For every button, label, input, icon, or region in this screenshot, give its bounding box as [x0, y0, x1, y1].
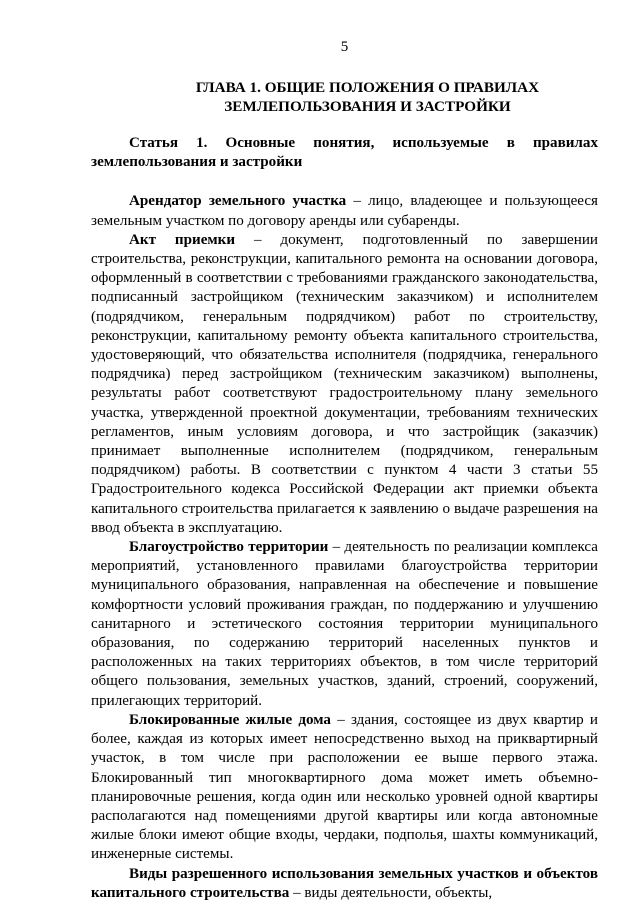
chapter-title-line-2: ЗЕМЛЕПОЛЬЗОВАНИЯ И ЗАСТРОЙКИ — [224, 98, 511, 115]
definition-tenant — [91, 192, 598, 230]
definition-text: – здания, состоящее из двух квартир и более, каждая из которых имеет непосредственно выход на приквартирный участок, в том числе при расположении ее выше первого этажа. Блокированный тип многоквартирного дома может иметь объемно-планировочные решения, когда один или несколько уровней одной квартиры располагаются над помещениями другой квартиры или когда автономные жилые блоки имеют общие входы, чердаки, подполья, шахты коммуникаций, инженерные системы. — [91, 711, 598, 863]
definition-text: – лицо, владеющее и пользующееся земельным участком по договору аренды или субаренды. — [91, 193, 598, 229]
chapter-title — [91, 78, 598, 116]
page-number: 5 — [340, 39, 349, 55]
definition-term: Блокированные жилые дома — [129, 711, 331, 728]
chapter-title-line-1: ГЛАВА 1. ОБЩИЕ ПОЛОЖЕНИЯ О ПРАВИЛАХ — [195, 79, 540, 96]
definition-text: – документ, подготовленный по завершении строительства, реконструкции, капитального ремонта на основании договора, оформленный в соответствии с требованиями гражданского законодательства, подписанный застройщиком (техническим заказчиком) и исполнителем (подрядчиком, генеральным подрядчиком) работ по строительству, реконструкции, капитальному ремонту объекта капитального строительства, удостоверяющий, что обязательства исполнителя (подрядчика, генерального подрядчика) перед застройщиком (техническим заказчиком) выполнены, результаты работ соответствуют градостроительному плану земельного участка, утвержденной проектной документации, требованиям технических регламентов, иным условиям договора, и что застройщик (заказчик) принимает выполненные исполнителем (подрядчиком, генеральным подрядчиком) работы. В соответствии с пунктом 4 части 3 статьи 55 Градостроительного кодекса Российской Федерации акт приемки объекта капитального строительства прилагается к заявлению о выдаче разрешения на ввод объекта в эксплуатацию. — [91, 231, 598, 536]
definition-term: Благоустройство территории — [129, 539, 329, 556]
article-title-line-2: землепользования и застройки — [91, 154, 303, 171]
definition-term: Акт приемки — [129, 231, 236, 248]
article-title — [91, 134, 598, 172]
definition-text: – виды деятельности, объекты, — [289, 884, 493, 901]
article-title-line-1: Статья 1. Основные понятия, используемые в правилах — [129, 135, 598, 151]
definition-text: – деятельность по реализации комплекса мероприятий, установленного правилами благоустройства территории муниципального образования, направленная на обеспечение и повышение комфортности условий проживания граждан, по поддержанию и улучшению санитарного и эстетического состояния территории муниципального образования, по содержанию территорий населенных пунктов и расположенных на таких территориях объектов, в том числе территорий общего пользования, земельных участков, зданий, строений, сооружений, прилегающих территорий. — [91, 539, 598, 709]
definition-acceptance-act — [91, 231, 598, 538]
definition-blocked-houses — [91, 711, 598, 865]
definition-permitted-use — [91, 865, 598, 903]
definition-term: Виды разрешенного использования земельных участков и объектов капитального строительства — [91, 865, 598, 901]
definition-landscaping — [91, 538, 598, 711]
definition-term: Арендатор земельного участка — [129, 193, 347, 210]
